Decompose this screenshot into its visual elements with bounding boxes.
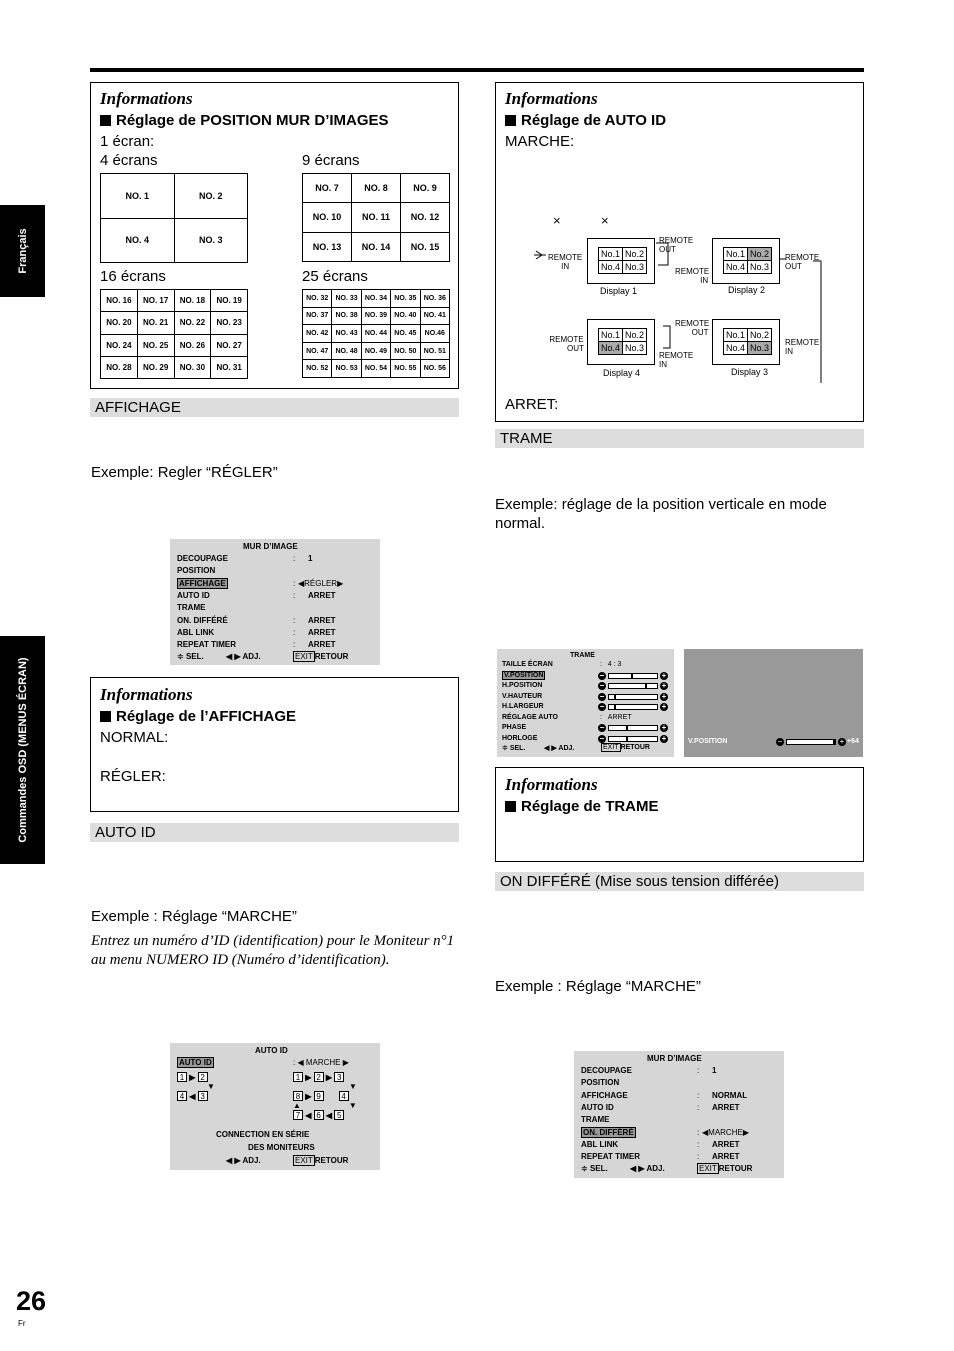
osd-row-value: ARRET: [308, 590, 336, 600]
osd-row-sep: :: [293, 627, 296, 637]
osd-row-value: : ARRET: [600, 713, 632, 721]
vposition-value: +64: [847, 738, 859, 745]
grid-cell: NO. 3: [174, 218, 248, 263]
osd-slider[interactable]: [608, 725, 658, 731]
osd-row-sep: :: [293, 590, 296, 600]
osd-row-sep: :: [293, 578, 296, 588]
info-subtitle: Réglage de AUTO ID: [505, 112, 666, 129]
plus-icon[interactable]: +: [661, 670, 667, 680]
x-mark: ×: [601, 213, 609, 228]
grid-cell: NO. 28: [101, 356, 138, 378]
cell: No.1: [723, 247, 748, 261]
side-tab-section-label: Commandes OSD (MENUS ÉCRAN): [16, 657, 29, 843]
osd-row-label[interactable]: DECOUPAGE: [581, 1066, 632, 1075]
osd-row-sep: :: [697, 1102, 700, 1112]
osd-slider[interactable]: [608, 694, 658, 700]
grid-cell: NO. 7: [303, 174, 352, 203]
osd-title: MUR D’IMAGE: [243, 542, 298, 551]
info-box-trame: [495, 767, 864, 862]
osd-row-label[interactable]: RÉGLAGE AUTO: [502, 713, 559, 721]
osd-row-label[interactable]: AUTO ID: [581, 1102, 614, 1112]
grid-cell: NO. 20: [101, 312, 138, 334]
grid-9-screens: [302, 173, 450, 262]
osd-row-label[interactable]: AUTO ID: [177, 590, 210, 600]
osd-row-label[interactable]: AFFICHAGE: [179, 578, 226, 588]
remote-in-d3: REMOTE IN: [785, 338, 820, 356]
osd-row-sep: :: [697, 1152, 700, 1162]
osd-row-sep: :: [697, 1066, 700, 1075]
grid-cell: NO. 55: [391, 360, 420, 378]
one-screen-label: 1 écran:: [100, 133, 155, 150]
osd-title: AUTO ID: [255, 1046, 288, 1055]
osd-sel: ≑ SEL.: [502, 745, 526, 752]
grid-cell: NO. 25: [137, 334, 174, 356]
info-title: Informations: [100, 685, 193, 704]
info-box-position: [90, 82, 459, 389]
osd-exit[interactable]: EXIT RETOUR: [295, 652, 349, 661]
osd-row-value: ARRET: [308, 627, 336, 637]
osd-row-label[interactable]: ON. DIFFÉRÉ: [177, 615, 228, 625]
grid-cell: NO. 34: [361, 290, 390, 308]
osd-row-value: ARRET: [308, 615, 336, 625]
osd-row-sep: :: [293, 554, 296, 563]
osd-row-label[interactable]: TAILLE ÉCRAN: [502, 661, 553, 668]
grid-cell: NO. 48: [332, 342, 361, 360]
osd-slider[interactable]: [608, 683, 658, 689]
twentyfive-screens-label: 25 écrans: [302, 268, 368, 285]
osd-row-value: ◀RÉGLER▶: [298, 578, 344, 588]
cell: No.1: [598, 247, 623, 261]
side-tab-language-label: Français: [16, 228, 29, 274]
display-1: [587, 238, 655, 284]
side-tab-section: [0, 636, 45, 864]
grid-cell: NO. 18: [174, 290, 211, 312]
minus-icon[interactable]: −: [599, 702, 605, 711]
cell: No.1: [598, 328, 623, 342]
osd-row-label[interactable]: HORLOGE: [502, 734, 538, 742]
osd-row-sep: :: [697, 1090, 700, 1100]
info-title: Informations: [100, 89, 193, 108]
osd-row-value: ◀MARCHE▶: [702, 1127, 749, 1137]
grid-cell: NO. 39: [361, 307, 390, 325]
plus-icon[interactable]: +: [661, 691, 667, 701]
remote-out-d3: REMOTE OUT: [675, 319, 710, 337]
minus-icon[interactable]: −: [599, 733, 605, 743]
osd-slider[interactable]: [608, 673, 658, 679]
grid-cell: NO. 52: [303, 360, 332, 378]
osd-row-label[interactable]: TRAME: [177, 603, 206, 613]
cell: No.4: [723, 341, 748, 355]
osd-exit[interactable]: EXIT RETOUR: [295, 1156, 349, 1165]
remote-in-d4: REMOTE IN: [659, 351, 694, 369]
grid-cell: NO. 29: [137, 356, 174, 378]
arret-label: ARRET:: [505, 396, 559, 413]
osd-adj: ◀ ▶ ADJ.: [544, 745, 575, 752]
grid-cell: NO. 47: [303, 342, 332, 360]
example-regler: Exemple: Regler “RÉGLER”: [91, 464, 278, 481]
grid-cell: NO. 33: [332, 290, 361, 308]
display-4-caption: Display 4: [603, 368, 641, 378]
grid-cell: NO.46: [420, 325, 449, 343]
cell: No.1: [723, 328, 748, 342]
info-title: Informations: [505, 775, 598, 794]
osd-row-value: NORMAL: [712, 1090, 748, 1100]
vposition-slider[interactable]: [786, 739, 836, 745]
display-3: [712, 319, 780, 365]
grid-cell: NO. 30: [174, 356, 211, 378]
grid-cell: NO. 23: [211, 312, 248, 334]
info-box-affichage: [90, 677, 459, 812]
display-3-caption: Display 3: [731, 367, 769, 377]
osd-row-label[interactable]: AFFICHAGE: [581, 1090, 628, 1100]
marche-label: MARCHE:: [505, 133, 575, 150]
display-2-caption: Display 2: [728, 285, 766, 295]
osd-row-label[interactable]: POSITION: [177, 566, 216, 576]
osd-conn-2: DES MONITEURS: [248, 1143, 315, 1152]
section-affichage: AFFICHAGE: [90, 398, 459, 417]
osd-mini-grid-left: 1 ▶ 2 ▼ 4 ◀ 3: [177, 1072, 215, 1101]
section-on-differe: ON DIFFÉRÉ (Mise sous tension différée): [495, 872, 864, 891]
grid-cell: NO. 24: [101, 334, 138, 356]
remote-in-d1: REMOTE IN: [548, 253, 583, 271]
cell: No.4: [598, 260, 623, 274]
osd-row-value: 1: [308, 554, 313, 563]
side-tab-language: [0, 205, 45, 297]
grid-cell: NO. 14: [352, 232, 401, 261]
osd-row-label[interactable]: V.POSITION: [504, 671, 544, 679]
remote-in-d2: REMOTE IN: [675, 267, 710, 285]
grid-4-screens: [100, 173, 248, 263]
osd-auto-id: [170, 1043, 380, 1170]
grid-cell: NO. 44: [361, 325, 390, 343]
display-1-caption: Display 1: [600, 286, 638, 296]
info-box-autoid: [495, 82, 864, 422]
grid-16-screens: [100, 289, 248, 379]
example-marche-2: Exemple : Réglage “MARCHE”: [495, 978, 701, 995]
osd-title: TRAME: [570, 652, 595, 659]
plus-icon[interactable]: +: [661, 681, 667, 690]
grid-cell: NO. 4: [101, 218, 175, 263]
grid-cell: NO. 9: [401, 174, 450, 203]
osd-row-label[interactable]: TRAME: [581, 1115, 610, 1125]
osd-sel: ≑ SEL.: [581, 1164, 608, 1173]
osd-row-label[interactable]: DECOUPAGE: [177, 554, 228, 563]
normal-label: NORMAL:: [100, 729, 169, 746]
cell: No.3: [622, 341, 647, 355]
cell: No.3: [622, 260, 647, 274]
grid-cell: NO. 11: [352, 203, 401, 232]
minus-icon[interactable]: −: [599, 681, 605, 690]
minus-icon[interactable]: −: [599, 670, 605, 680]
grid-cell: NO. 12: [401, 203, 450, 232]
grid-cell: NO. 42: [303, 325, 332, 343]
grid-cell: NO. 15: [401, 232, 450, 261]
osd-row-value: ARRET: [308, 640, 336, 650]
cell: No.2: [747, 247, 772, 261]
osd-slider[interactable]: [608, 736, 658, 742]
cell: No.3: [747, 341, 772, 355]
osd-exit[interactable]: EXIT RETOUR: [603, 744, 650, 751]
cell: No.2: [622, 328, 647, 342]
osd-row-label[interactable]: V.HAUTEUR: [502, 692, 543, 700]
cell: No.4: [598, 341, 623, 355]
osd-adj: ◀ ▶ ADJ.: [226, 652, 261, 661]
info-subtitle: Réglage de l’AFFICHAGE: [100, 708, 296, 725]
grid-cell: NO. 40: [391, 307, 420, 325]
page-lang: Fr: [18, 1319, 26, 1328]
osd-slider[interactable]: [608, 704, 658, 710]
osd-mur-image-1: [170, 539, 380, 665]
remote-out-d1: REMOTE OUT: [659, 236, 694, 254]
osd-row-label[interactable]: REPEAT TIMER: [177, 640, 236, 650]
plus-icon[interactable]: +: [661, 702, 667, 711]
osd-vposition-screen: [684, 649, 863, 757]
grid-cell: NO. 50: [391, 342, 420, 360]
section-autoid: AUTO ID: [90, 823, 459, 842]
minus-icon[interactable]: −: [599, 691, 605, 701]
osd-autoid-label: AUTO ID: [179, 1058, 212, 1067]
osd-adj: ◀ ▶ ADJ.: [226, 1156, 261, 1165]
grid-cell: NO. 19: [211, 290, 248, 312]
nine-screens-label: 9 écrans: [302, 152, 360, 169]
vposition-label: V.POSITION: [688, 738, 728, 745]
grid-cell: NO. 26: [174, 334, 211, 356]
osd-sel: ≑ SEL.: [177, 652, 204, 661]
osd-mur-image-2: [574, 1051, 784, 1178]
grid-cell: NO. 27: [211, 334, 248, 356]
grid-cell: NO. 17: [137, 290, 174, 312]
grid-cell: NO. 13: [303, 232, 352, 261]
osd-row-value: ARRET: [712, 1152, 740, 1162]
grid-cell: NO. 21: [137, 312, 174, 334]
top-rule: [90, 68, 864, 72]
section-trame: TRAME: [495, 429, 864, 448]
minus-icon[interactable]: −: [599, 723, 605, 732]
grid-cell: NO. 10: [303, 203, 352, 232]
osd-exit[interactable]: EXIT RETOUR: [699, 1164, 753, 1173]
example-marche: Exemple : Réglage “MARCHE”: [91, 908, 297, 925]
italic-note: Entrez un numéro d’ID (identification) pour le Moniteur n°1 au menu NUMERO ID (Numéro d’identification).: [91, 933, 455, 968]
osd-row-label[interactable]: ABL LINK: [177, 627, 215, 637]
grid-cell: NO. 49: [361, 342, 390, 360]
plus-icon[interactable]: +: [839, 737, 845, 746]
info-subtitle: Réglage de TRAME: [505, 798, 659, 815]
osd-mini-grid-right: 1 ▶ 2 ▶ 3 ▼ 8 ▶ 9 4 ▲ ▼ 7 ◀ 6 ◀ 5: [293, 1073, 357, 1120]
osd-conn-1: CONNECTION EN SÉRIE: [216, 1130, 310, 1139]
osd-trame: [497, 649, 674, 757]
osd-row-label[interactable]: ABL LINK: [581, 1139, 619, 1149]
regler-label: RÉGLER:: [100, 768, 166, 785]
grid-cell: NO. 8: [352, 174, 401, 203]
grid-cell: NO. 45: [391, 325, 420, 343]
osd-row-label[interactable]: POSITION: [581, 1078, 620, 1088]
remote-out-d2: REMOTE OUT: [785, 253, 820, 271]
display-4: [587, 319, 655, 365]
grid-cell: NO. 41: [420, 307, 449, 325]
osd-row-value: ARRET: [712, 1102, 740, 1112]
cell: No.2: [747, 328, 772, 342]
sixteen-screens-label: 16 écrans: [100, 268, 166, 285]
grid-cell: NO. 31: [211, 356, 248, 378]
osd-row-sep: :: [697, 1127, 700, 1137]
osd-row-value: : 4 : 3: [600, 661, 622, 668]
remote-out-d4: REMOTE OUT: [549, 335, 584, 353]
grid-cell: NO. 1: [101, 174, 175, 219]
osd-autoid-value[interactable]: : ◀ MARCHE ▶: [293, 1058, 349, 1067]
osd-row-label[interactable]: H.LARGEUR: [502, 703, 544, 710]
osd-adj: ◀ ▶ ADJ.: [630, 1164, 665, 1173]
grid-cell: NO. 56: [420, 360, 449, 378]
osd-row-label[interactable]: REPEAT TIMER: [581, 1152, 640, 1162]
four-screens-label: 4 écrans: [100, 152, 158, 169]
osd-row-value: 1: [712, 1066, 717, 1075]
grid-cell: NO. 2: [174, 174, 248, 219]
grid-cell: NO. 43: [332, 325, 361, 343]
cell: No.3: [747, 260, 772, 274]
osd-row-label[interactable]: ON. DIFFÉRÉ: [583, 1127, 634, 1137]
page-number: 26: [16, 1286, 47, 1316]
grid-cell: NO. 22: [174, 312, 211, 334]
cell: No.4: [723, 260, 748, 274]
osd-row-value: ARRET: [712, 1139, 740, 1149]
x-mark: ×: [553, 213, 561, 228]
example-trame: Exemple: réglage de la position verticale en mode normal.: [495, 496, 827, 532]
minus-icon[interactable]: −: [777, 737, 783, 746]
info-subtitle: Réglage de POSITION MUR D’IMAGES: [100, 112, 389, 129]
plus-icon[interactable]: +: [661, 723, 667, 732]
grid-cell: NO. 51: [420, 342, 449, 360]
grid-cell: NO. 35: [391, 290, 420, 308]
grid-cell: NO. 37: [303, 307, 332, 325]
osd-row-label[interactable]: PHASE: [502, 724, 527, 731]
grid-cell: NO. 36: [420, 290, 449, 308]
osd-row-sep: :: [697, 1139, 700, 1149]
grid-cell: NO. 32: [303, 290, 332, 308]
grid-cell: NO. 38: [332, 307, 361, 325]
plus-icon[interactable]: +: [661, 733, 667, 743]
grid-cell: NO. 54: [361, 360, 390, 378]
osd-row-label[interactable]: H.POSITION: [502, 682, 543, 689]
osd-title: MUR D’IMAGE: [647, 1054, 702, 1063]
cell: No.2: [622, 247, 647, 261]
grid-cell: NO. 53: [332, 360, 361, 378]
osd-row-sep: :: [293, 615, 296, 625]
info-title: Informations: [505, 89, 598, 108]
osd-row-sep: :: [293, 640, 296, 650]
display-2: [712, 238, 780, 284]
grid-cell: NO. 16: [101, 290, 138, 312]
grid-25-screens: [302, 289, 450, 378]
